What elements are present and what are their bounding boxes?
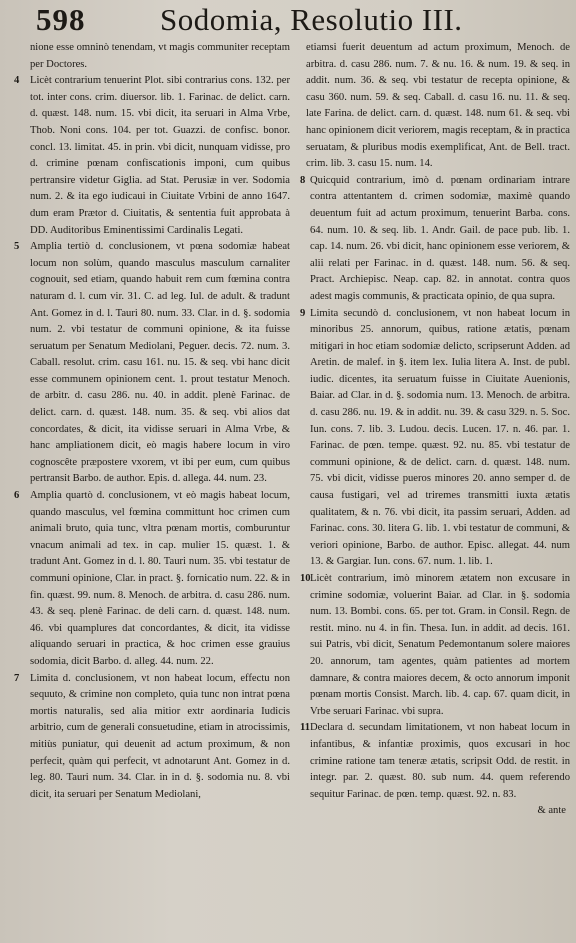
paragraph-text: Declara d. secundam limitationem, vt non habeat locum in infantibus, & infantiæ proximis, quos excusari in hoc crimine ratione tam teneræ ætatis, scripsit Odd. de restit. in integr. par. 2. quæst. 80. sub num. 44. quem referendo sequitur Farinac. de pœn. temp. quæst. 92. n. 83. — [310, 722, 570, 800]
left-column — [14, 40, 290, 803]
paragraph-7 — [14, 671, 290, 804]
paragraph-number: 5 — [14, 241, 20, 253]
paragraph-text: Licèt contrarium tenuerint Plot. sibi contrarius cons. 132. per tot. inter cons. crim. diuersor. lib. 1. Farinac. de delict. carn. d. quæst. 148. num. 15. vbi dicit, ita seruari in Alma Vrbe, Thob. Noni cons. 104. per tot. Guazzi. de confisc. bonor. concl. 13. limitat. 45. in prin. vbi dicit, nunquam vidisse, pro d. crimine pœnam confiscationis imponi, cum quibus pertransire videtur Giglia. ad Stat. Perusiæ in ver. Sodomia num. 2. & ita ego iudicaui in Ciuitate Vrbini de anno 1647. dum eram Prætor d. Ciuitatis, & sententia fuit approbata à DD. Auditoribus Eminentissimi Cardinalis Legati. — [30, 75, 290, 236]
paragraph-number: 9 — [300, 307, 306, 319]
right-column — [300, 40, 570, 820]
paragraph-5 — [14, 239, 290, 488]
running-title: Sodomia, Resolutio III. — [160, 2, 463, 37]
paragraph-text: Limita d. conclusionem, vt non habeat locum, effectu non sequuto, & crimine non completo, quia tunc non intrat pœna mortis naturalis, sed alia mitior extr aordinaria Iudicis arbitrio, cum de generali consuetudine, etiam in atrocissimis, mitiùs puniatur, qui deuenit ad actum proximum, & non perfecit, quàm qui perfecit, vt adnotarunt Ant. Gomez in d. leg. 80. Tauri num. 34. Clar. in in d. §. sodomia nu. 8. vbi dicit, ita seruari per Senatum Mediolani, — [30, 672, 290, 800]
paragraph-number: 7 — [14, 672, 20, 684]
paragraph-number: 8 — [300, 174, 306, 186]
catchword: & ante — [537, 805, 566, 817]
paragraph-9 — [300, 306, 570, 572]
paragraph-number: 6 — [14, 490, 20, 502]
paragraph-text: Amplia tertiò d. conclusionem, vt pœna sodomiæ habeat locum non solùm, quando masculus masculum carnaliter cognouit, sed etiam, quando habuit rem cum fœmina contra naturam d. l. cum vir. 31. C. ad leg. Iul. de adult. & tradunt Ant. Gomez in d. l. Tauri 80. num. 33. Clar. in d. §. sodomia num. 2. vbi testatur de communi opinione, & ita fuisse seruatum per Senatum Mediolani, Peguer. decis. 72. num. 3. Caball. resolut. crim. casu 161. nu. 15. & seq. vbi hanc dicit esse communem opinionem cent. 1. prout testatur Menoch. de arbitr. d. casu 286. nu. 40. in addit. plenè Farinac. de delict. carn. d. quæst. 148. num. 35. & seq. vbi alios dat concordates, & dicit, ita vidisse seruari in Alma Vrbe, & hanc ampliationem dicit, eò magis habere locum in viro cognoscête præpostere vxorem, vt ibi per eum, cum quibus pertransit Barbo. de author. Epis. d. allega. 44. num. 23. — [30, 241, 290, 485]
page-header — [0, 0, 576, 40]
paragraph-6 — [14, 488, 290, 671]
continued-text: etiamsi fuerit deuentum ad actum proximum, Menoch. de arbitra. d. casu 286. num. 7. & nu. 16. & num. 19. & seq. in addit. num. 36. & seq. vbi testatur de recepta opinione, & casu 360. num. 59. & seq. Caball. d. casu 16. nu. 11. & seq. late Farina. de delict. carn. d. quæst. 148. num 61. & seq. vbi hanc opinionem dicit veriorem, magis receptam, & in practica seruatam, & pluribus modis exemplificat, Ant. de Bell. tract. crim. lib. 3. casu 15. num. 14. — [306, 42, 570, 170]
page-number: 598 — [36, 2, 86, 37]
paragraph-4 — [14, 73, 290, 239]
paragraph-8 — [300, 173, 570, 306]
paragraph-number: 10 — [300, 573, 311, 584]
paragraph-11 — [300, 720, 570, 803]
paragraph-text: Quicquid contrarium, imò d. pœnam ordinariam intrare contra attentantem d. crimen sodomiæ, maximè quando deuentum fuit ad actum proximum, tenuerint Barba. cons. 64. num. 10. & seq. lib. 1. Andr. Gail. de pace pub. lib. 1. cap. 14. num. 26. vbi dicit, hanc opinionem esse veriorem, & alii relati per Farinac. in d. quæst. 148. num. 56. & seq. Pract. Archiepisc. Neap. cap. 82. in annotat. contra quos adest magis communis, & practicata opinio, de qua supra. — [310, 174, 570, 302]
paragraph-number: 4 — [14, 75, 20, 87]
paragraph-number: 11 — [300, 722, 311, 734]
paragraph-text: Limita secundò d. conclusionem, vt non habeat locum in minoribus 25. annorum, quibus, ratione ætatis, pœnam mitigari in hoc etiam sodomiæ delicto, scripserunt Adden. ad Aretin. de malef. in §. item lex. Iulia litera A. Inst. de publ. iudic. dicentes, ita seruatum fuisse in Ciuitate Auenionis, Baiar. ad Clar. in d. §. sodomia num. 13. Menoch. de arbitra. d. casu 286. nu. 19. & in addit. nu. 39. & casu 329. n. 5. Soc. Iun. cons. 7. lib. 3. Ludou. decis. Lucen. 17. n. 46. par. 1. Farinac. de pœn. tempe. quæst. 92. nu. 85. vbi testatur de communi opinione, & de delict. carn. d. quæst. 148. num. 75. vbi dicit, vidisse pueros minores 20. anno semper d. de causa fustigari, vel ad triremes transmitti iuxta ætatis qualitatem, & n. 76. vbi dicit, ita passim seruari, Adden. ad Farinac. cons. 30. litera G. lib. 1. vbi testatur de communi, & veriori opinione, Barbo. de author. Episc. allegat. 44. num 13. & Gargiar. Iun. cons. 67. num. 1. lib. 1. — [310, 307, 570, 568]
paragraph-10 — [300, 571, 570, 720]
paragraph-text: Amplia quartò d. conclusionem, vt eò magis habeat locum, quando masculus, vel fœmina committunt hoc crimen cum animali bruto, quia tunc, vltra pœnam mortis, comburuntur vnacum animali ad tex. in cap. mulier 15. quæst. 1. & tradunt Ant. Gomez in d. l. 80. Tauri num. 35. vbi testatur de communi opinione, Clar. in pract. §. fornicatio num. 22. & in fin. quæst. 99. num. 8. Menoch. de arbitra. d. casu 286. num. 43. & seq. plenè Farinac. de deli carn. d. quæst. 148. num. 46. vbi quamplures dat concordantes, & dicit, ita vidisse aliquando seruari in practica, & hoc crimen esse grauius sodomia, dicit Barbo. d. alleg. 44. num. 22. — [30, 490, 290, 667]
paragraph-text: Licèt contrarium, imò minorem ætatem non excusare in crimine sodomiæ, voluerint Baiar. ad Clar. in §. sodomia num. 13. Bombi. cons. 65. per tot. Gram. in Consil. Regn. de restit. mino. nu 4. in fin. Thesa. Iun. in addit. ad decis. 161. sui Patris, vbi dicit, Senatum Pedemontanum solere maiores 20. annorum, tam agentes, quàm patientes ad mortem damnare, & contra maiores decem, & octo annorum imponit pœnam mortis Consist. March. lib. 4. cap. 67. quam dicit, in Vrbe seruari Farinac. vbi supra. — [310, 573, 570, 717]
continued-text: nione esse omninò tenendam, vt magis communiter receptam per Doctores. — [30, 42, 290, 70]
